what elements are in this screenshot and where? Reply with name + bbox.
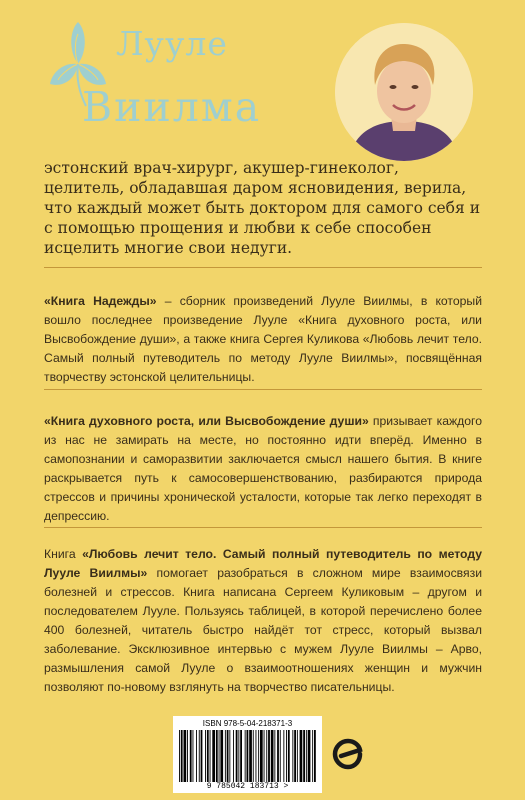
section-paragraph: «Книга Надежды» – сборник произведений Лууле Виилмы, в который вошло последнее произведение Лууле «Книга духовного роста, или Высвобождение души», а также книга Сергея Куликова «Любовь лечит тело. Самый полный путеводитель по методу Лууле Виилмы», посвящённая творчеству эстонской целительницы. xyxy=(44,294,482,384)
eksmo-e-icon xyxy=(330,736,366,772)
divider xyxy=(44,389,482,390)
author-first-name: Лууле xyxy=(116,24,228,63)
section-paragraph: «Книга духовного роста, или Высвобождение души» призывает каждого из нас не замирать на месте, но постоянно идти вперёд. Именно в самопознании и саморазвитии заключается смысл нашего бытия. В книге раскрывается путь к самосовершенствованию, разбираются природа стрессов и причины хронической усталости, которые так легко переходят в депрессию. xyxy=(44,414,482,523)
divider xyxy=(44,267,482,268)
author-last-name: Виилма xyxy=(82,83,262,131)
isbn-text: ISBN 978-5-04-218371-3 xyxy=(202,719,293,728)
barcode-number: 9 785042 183713 > xyxy=(206,782,289,791)
section-title: «Любовь лечит тело. Самый полный путеводитель по методу Лууле Виилмы» xyxy=(44,547,482,580)
barcode-bars xyxy=(179,730,316,782)
author-portrait xyxy=(335,23,473,161)
section-paragraph: Книга «Любовь лечит тело. Самый полный путеводитель по методу Лууле Виилмы» помогает разобраться в сложном мире взаимосвязи болезней и стрессов. Книга написана Сергеем Куликовым – другом и последователем Лууле. Пользуясь таблицей, в которой перечислено более 400 болезней, читатель быстро найдёт тот стресс, который вызвал заболевание. Эксклюзивное интервью с мужем Лууле Виилмы – Арво, размышления самой Лууле о взаимоотношениях женщин и мужчин позволяют по-новому взглянуть на творчество писательницы. xyxy=(44,547,482,694)
section-title: «Книга духовного роста, или Высвобождение души» xyxy=(44,414,369,428)
barcode xyxy=(173,716,322,793)
author-intro: эстонский врач-хирург, акушер-гинеколог, целитель, обладавшая даром ясновидения, верила, что каждый может быть доктором для самого себя и с помощью прощения и любви к себе способен исцелить многие свои недуги. xyxy=(44,159,481,257)
section-title: «Книга Надежды» xyxy=(44,294,157,308)
divider xyxy=(44,527,482,528)
